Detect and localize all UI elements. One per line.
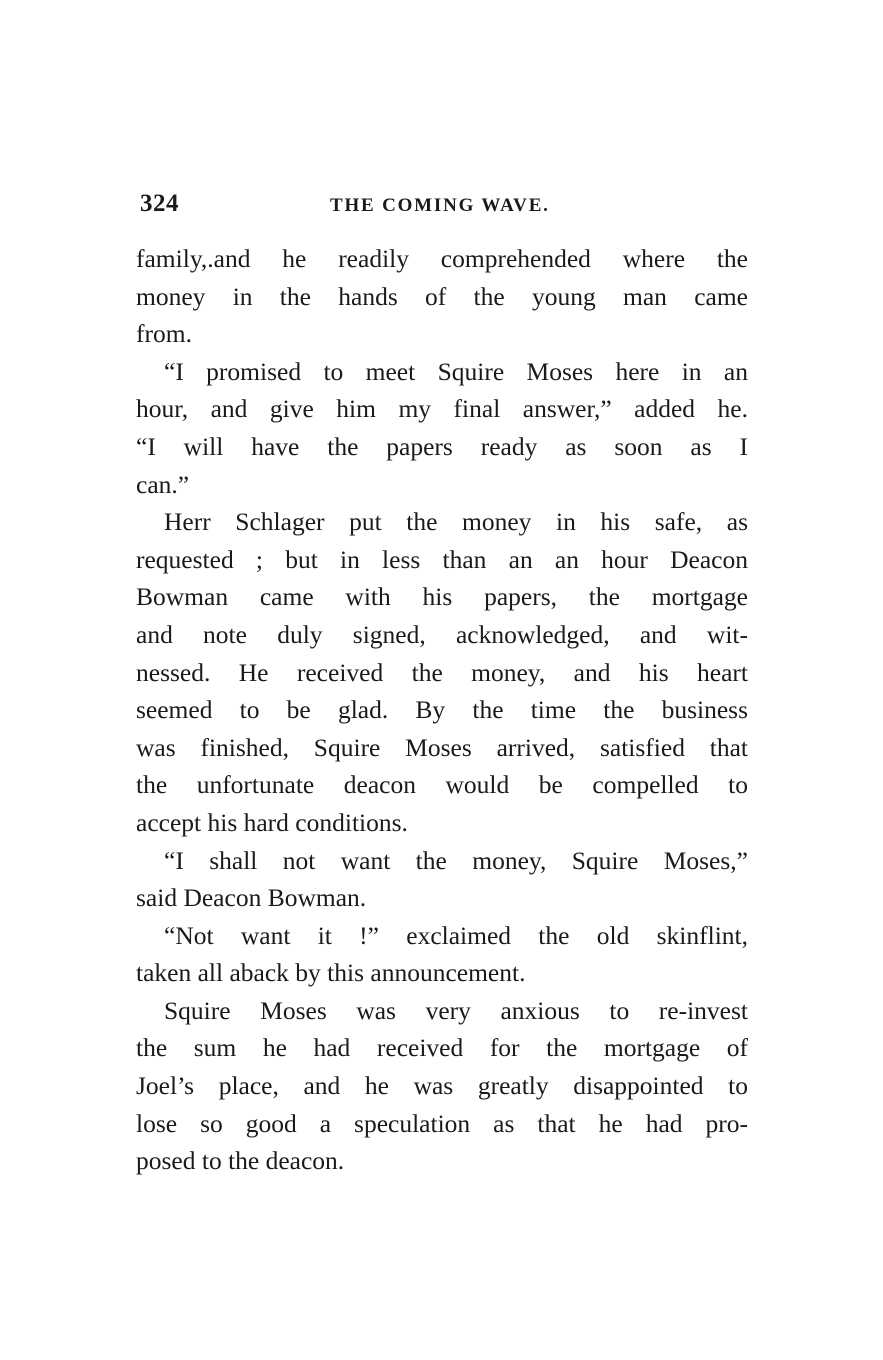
text-line: lose so good a speculation as that he had pro-	[136, 1108, 748, 1138]
text-line: “I will have the papers ready as soon as I	[136, 431, 748, 461]
text-line: seemed to be glad. By the time the business	[136, 695, 748, 725]
text-line: “I promised to meet Squire Moses here in an	[164, 356, 748, 386]
text-line: from.	[136, 319, 192, 349]
text-line: Joel’s place, and he was greatly disappointed to	[136, 1071, 748, 1101]
text-line: can.”	[136, 469, 190, 499]
text-line: Herr Schlager put the money in his safe, as	[164, 507, 748, 537]
text-line: the sum he had received for the mortgage of	[136, 1033, 748, 1063]
text-line: nessed. He received the money, and his heart	[136, 657, 748, 687]
text-line: money in the hands of the young man came	[136, 281, 748, 311]
text-line: said Deacon Bowman.	[136, 883, 367, 913]
running-title: THE COMING WAVE.	[330, 195, 550, 216]
page-number: 324	[140, 190, 179, 217]
text-line: taken all aback by this announcement.	[136, 958, 526, 988]
text-line: “I shall not want the money, Squire Moses,”	[164, 845, 748, 875]
text-line: Squire Moses was very anxious to re-invest	[164, 995, 748, 1025]
text-line: Bowman came with his papers, the mortgage	[136, 582, 748, 612]
text-line: posed to the deacon.	[136, 1146, 345, 1176]
running-head	[138, 190, 748, 222]
text-line: family,.and he readily comprehended where the	[136, 244, 748, 273]
text-line: “Not want it !” exclaimed the old skinflint,	[164, 920, 748, 950]
text-line: accept his hard conditions.	[136, 807, 408, 837]
text-line: the unfortunate deacon would be compelled to	[136, 770, 748, 800]
body-text	[136, 240, 748, 1180]
text-line: and note duly signed, acknowledged, and wit-	[136, 619, 748, 649]
text-line: was finished, Squire Moses arrived, satisfied that	[136, 732, 748, 762]
text-line: requested ; but in less than an an hour Deacon	[136, 544, 748, 574]
text-line: hour, and give him my final answer,” added he.	[136, 394, 748, 424]
